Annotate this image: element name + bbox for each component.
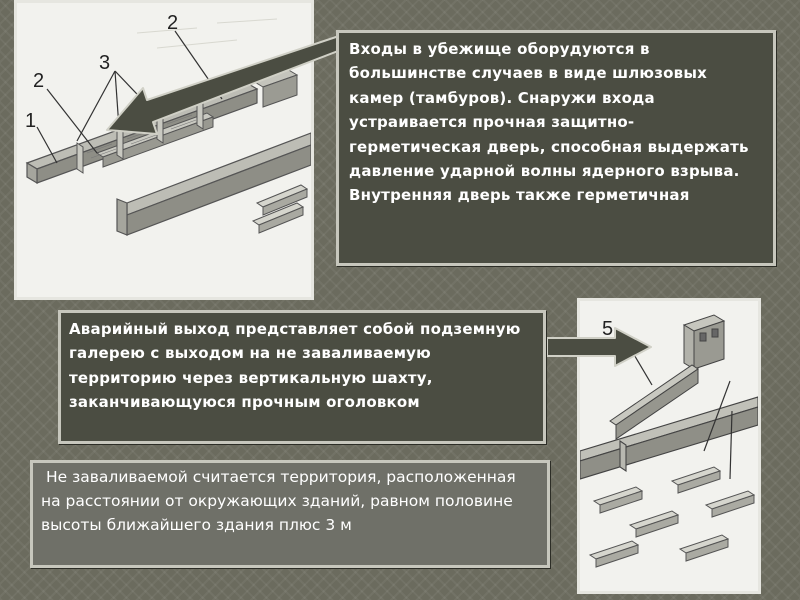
callout-2-top: 2	[167, 12, 179, 34]
arrow-to-exit-icon	[545, 326, 655, 368]
note-description: Не заваливаемой считается территория, расположенная на расстоянии от окружающих зданий, равном половине высоты ближайшего здания плюс 3 м	[41, 468, 521, 534]
entrances-description: Входы в убежище оборудуются в большинстве случаев в виде шлюзовых камер (тамбуров). Снаружи входа устраивается прочная защитно-герметическая дверь, способная выдержать давление ударной волны ядерного взрыва. Внутренняя дверь также герметичная	[349, 40, 749, 205]
callout-5: 5	[602, 318, 614, 340]
emergency-exit-description: Аварийный выход представляет собой подземную галерею с выходом на не заваливаемую территорию через вертикальную шахту, заканчивающуюся прочным оголовком	[69, 320, 521, 412]
emergency-exit-text-box	[58, 310, 546, 444]
callout-1: 1	[25, 110, 37, 132]
note-text-box	[30, 460, 550, 568]
callout-3: 3	[99, 52, 111, 74]
entrances-text-box	[336, 30, 776, 266]
callout-2-left: 2	[33, 70, 45, 92]
arrow-to-entrances-icon	[105, 30, 350, 140]
